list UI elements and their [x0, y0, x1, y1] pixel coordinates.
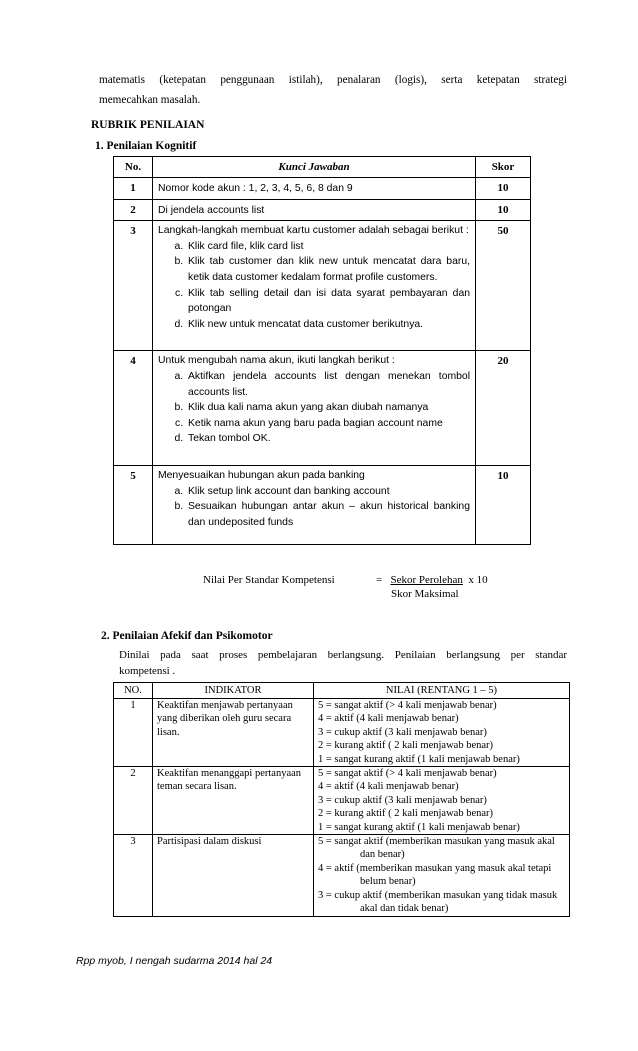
row-answer — [153, 351, 476, 466]
value-line: 4 = aktif (memberikan masukan yang masuk akal tetapi — [318, 862, 552, 874]
answer-steps — [158, 369, 470, 447]
cognitive-rubric-table — [113, 156, 531, 545]
row-score: 20 — [476, 351, 531, 466]
header-nilai: NILAI (RENTANG 1 – 5) — [314, 683, 570, 699]
value-line: 5 = sangat aktif (> 4 kali menjawab benar) — [318, 700, 497, 711]
list-item: b. Sesuaikan hubungan antar akun – akun historical banking dan undeposited funds — [186, 499, 470, 530]
row-no: 1 — [114, 699, 153, 767]
table-row — [114, 199, 531, 221]
answer-steps — [158, 239, 470, 333]
header-kunci: Kunci Jawaban — [153, 157, 476, 178]
row-no: 5 — [114, 465, 153, 544]
formula-numerator: Sekor Perolehan — [390, 574, 463, 586]
intro-line-2: memecahkan masalah. — [99, 94, 201, 106]
list-item: d. Tekan tombol OK. — [186, 431, 470, 447]
answer-text: Di jendela accounts list — [158, 204, 265, 216]
row-indicator: Keaktifan menanggapi pertanyaan teman secara lisan. — [153, 767, 314, 835]
intro-line-1: matematis (ketepatan penggunaan istilah), penalaran (logis), serta ketepatan strategi — [99, 74, 567, 86]
row-no: 3 — [114, 221, 153, 351]
value-line: 3 = cukup aktif (memberikan masukan yang tidak masuk — [318, 889, 558, 901]
list-item: a. Klik card file, klik card list — [186, 239, 470, 255]
value-line: 2 = kurang aktif ( 2 kali menjawab benar) — [318, 740, 494, 752]
row-no: 3 — [114, 835, 153, 916]
list-item: c. Klik tab selling detail dan isi data syarat pembayaran dan potongan — [186, 286, 470, 317]
row-values — [314, 835, 570, 916]
answer-text: Untuk mengubah nama akun, ikuti langkah berikut : — [158, 355, 395, 367]
value-line: 1 = sangat kurang aktif (1 kali menjawab benar) — [318, 821, 520, 833]
value-line: 5 = sangat aktif (memberikan masukan yang masuk akal — [318, 836, 555, 848]
row-score: 10 — [476, 465, 531, 544]
table-row — [114, 178, 531, 200]
answer-steps — [158, 484, 470, 531]
desc-line-2: kompetensi . — [119, 665, 176, 677]
row-no: 2 — [114, 767, 153, 835]
list-item: d. Klik new untuk mencatat data customer berikutnya. — [186, 317, 470, 333]
table-row — [114, 767, 570, 835]
value-line: 4 = aktif (4 kali menjawab benar) — [318, 781, 459, 793]
row-values — [314, 699, 570, 767]
value-line-continued: dan benar) — [360, 849, 405, 861]
row-no: 1 — [114, 178, 153, 200]
list-item: a. Klik setup link account dan banking account — [186, 484, 470, 500]
row-score: 50 — [476, 221, 531, 351]
table-row — [114, 221, 531, 351]
header-no: No. — [114, 157, 153, 178]
section2-description — [119, 647, 567, 679]
table-row — [114, 465, 531, 544]
table-row — [114, 351, 531, 466]
row-answer — [153, 199, 476, 221]
list-item: a. Aktifkan jendela accounts list dengan menekan tombol accounts list. — [186, 369, 470, 400]
header-indikator: INDIKATOR — [153, 683, 314, 699]
section1-title: 1. Penilaian Kognitif — [95, 140, 197, 152]
formula-equals: = — [376, 574, 383, 586]
row-indicator: Partisipasi dalam diskusi — [153, 835, 314, 916]
answer-text: Langkah-langkah membuat kartu customer adalah sebagai berikut : — [158, 225, 469, 237]
value-line: 3 = cukup aktif (3 kali menjawab benar) — [318, 794, 487, 806]
row-score: 10 — [476, 178, 531, 200]
row-answer — [153, 178, 476, 200]
table-row — [114, 835, 570, 916]
formula-label: Nilai Per Standar Kompetensi — [203, 574, 335, 586]
list-item: b. Klik dua kali nama akun yang akan diubah namanya — [186, 400, 470, 416]
header-no: NO. — [114, 683, 153, 699]
intro-paragraph — [99, 70, 567, 110]
table-header-row — [114, 157, 531, 178]
value-line-continued: akal dan tidak benar) — [360, 903, 449, 915]
formula-denominator: Skor Maksimal — [391, 588, 459, 600]
row-indicator: Keaktifan menjawab pertanyaan yang diberikan oleh guru secara lisan. — [153, 699, 314, 767]
section2-title: 2. Penilaian Afekif dan Psikomotor — [101, 630, 273, 642]
table-row — [114, 699, 570, 767]
value-line: 1 = sangat kurang aktif (1 kali menjawab benar) — [318, 753, 520, 765]
row-answer — [153, 465, 476, 544]
table-header-row — [114, 683, 570, 699]
header-skor: Skor — [476, 157, 531, 178]
rubric-title: RUBRIK PENILAIAN — [91, 119, 205, 131]
value-line: 2 = kurang aktif ( 2 kali menjawab benar) — [318, 808, 494, 820]
value-line: 4 = aktif (4 kali menjawab benar) — [318, 713, 459, 725]
list-item: b. Klik tab customer dan klik new untuk mencatat dara baru, ketik data customer kedalam format profile customers. — [186, 254, 470, 285]
value-line: 3 = cukup aktif (3 kali menjawab benar) — [318, 726, 487, 738]
row-no: 4 — [114, 351, 153, 466]
answer-text: Menyesuaikan hubungan akun pada banking — [158, 469, 365, 481]
value-line-continued: belum benar) — [360, 876, 416, 888]
page-footer: Rpp myob, I nengah sudarma 2014 hal 24 — [76, 955, 273, 967]
row-values — [314, 767, 570, 835]
row-score: 10 — [476, 199, 531, 221]
desc-line-1: Dinilai pada saat proses pembelajaran berlangsung. Penilaian berlangsung per standar — [119, 649, 567, 661]
affective-rubric-table — [113, 682, 570, 917]
answer-text: Nomor kode akun : 1, 2, 3, 4, 5, 6, 8 dan 9 — [158, 183, 353, 194]
row-no: 2 — [114, 199, 153, 221]
formula-multiplier: x 10 — [468, 574, 488, 586]
list-item: c. Ketik nama akun yang baru pada bagian account name — [186, 416, 470, 432]
row-answer — [153, 221, 476, 351]
formula-rhs — [376, 573, 488, 587]
value-line: 5 = sangat aktif (> 4 kali menjawab benar) — [318, 768, 497, 780]
